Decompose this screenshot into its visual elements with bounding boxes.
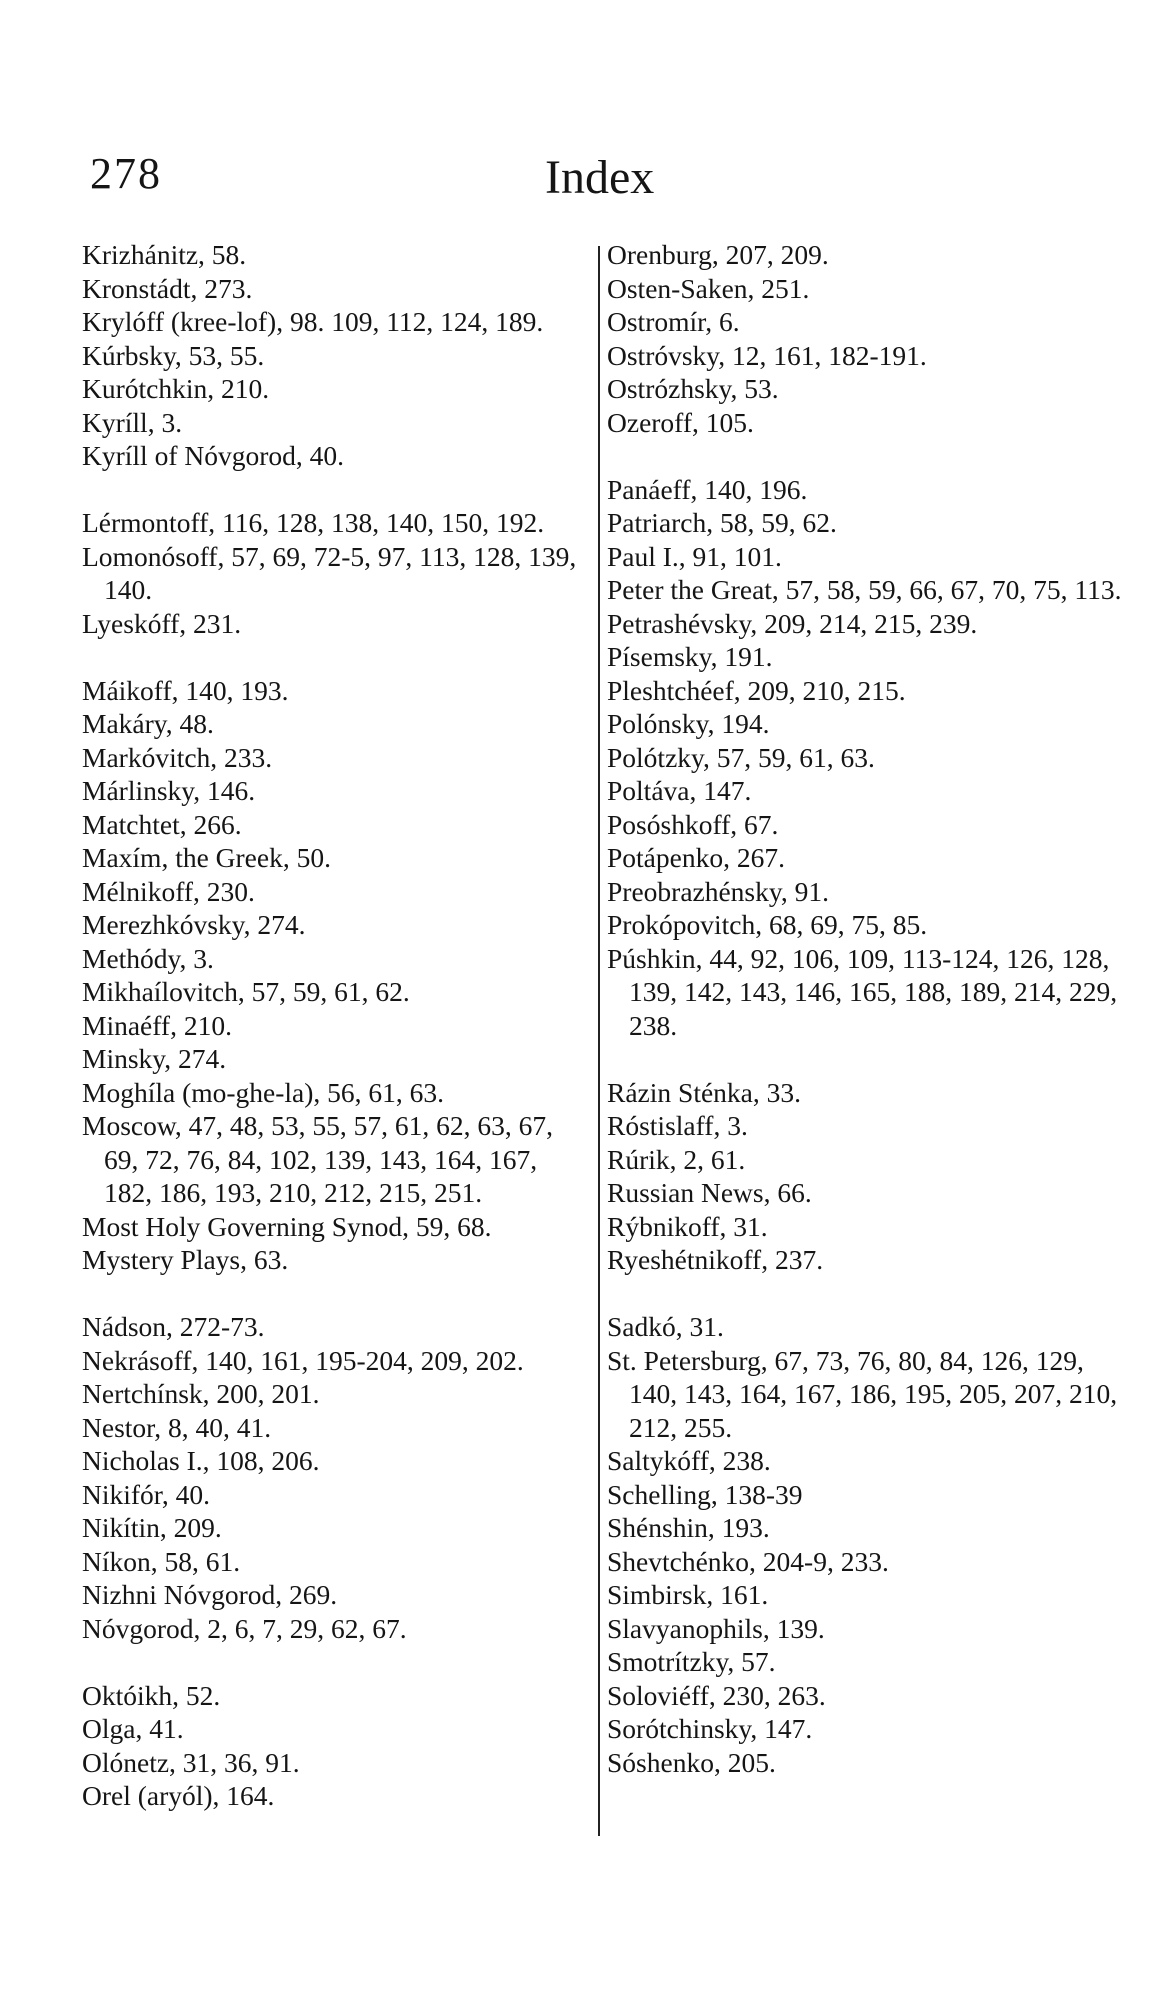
index-entry: Písemsky, 191. xyxy=(607,641,773,672)
index-entry: Sorótchinsky, 147. xyxy=(607,1713,813,1744)
index-entry: Nikifór, 40. xyxy=(82,1478,210,1510)
group-spacer xyxy=(607,439,1127,473)
index-entry: Slavyanophils, 139. xyxy=(607,1612,825,1644)
group-spacer xyxy=(82,1645,582,1679)
index-entry: Matchtet, 266. xyxy=(82,808,242,840)
index-entry: Rázin Sténka, 33. xyxy=(607,1076,801,1108)
index-entry: Ozeroff, 105. xyxy=(607,406,754,438)
index-entry: Simbirsk, 161. xyxy=(607,1579,769,1610)
index-entry: Most Holy Governing Synod, 59, 68. xyxy=(82,1210,492,1242)
index-entry: Nikítin, 209. xyxy=(82,1512,222,1543)
index-column-left xyxy=(82,238,582,1813)
index-entry: Patriarch, 58, 59, 62. xyxy=(607,507,837,538)
index-entry: Olga, 41. xyxy=(82,1713,184,1744)
index-entry: Ryeshétnikoff, 237. xyxy=(607,1244,824,1275)
index-entry: Lyeskóff, 231. xyxy=(82,607,242,639)
index-entry: Kyríll, 3. xyxy=(82,406,183,438)
group-spacer xyxy=(82,1277,582,1311)
index-entry: Prokópovitch, 68, 69, 75, 85. xyxy=(607,909,928,940)
index-entry: Nertchínsk, 200, 201. xyxy=(82,1378,320,1409)
index-entry: Krizhánitz, 58. xyxy=(82,239,247,270)
index-entry: Maxím, the Greek, 50. xyxy=(82,842,331,873)
index-entry: Olónetz, 31, 36, 91. xyxy=(82,1746,300,1778)
index-entry: Kronstádt, 273. xyxy=(82,272,253,304)
index-entry: Moscow, 47, 48, 53, 55, 57, 61, 62, 63, 67, 69, 72, 76, 84, 102, 139, 143, 164, 167, 182, 186, 193, 210, 212, 215, 251. xyxy=(82,1110,554,1208)
page-title: Index xyxy=(545,151,655,204)
index-entry: Polótzky, 57, 59, 61, 63. xyxy=(607,741,875,773)
index-entry: Márlinsky, 146. xyxy=(82,775,256,806)
index-entry: Panáeff, 140, 196. xyxy=(607,473,808,505)
index-entry: Minsky, 274. xyxy=(82,1043,227,1074)
index-column-right xyxy=(607,238,1127,1779)
index-entry: Róstislaff, 3. xyxy=(607,1110,748,1141)
index-entry: Níkon, 58, 61. xyxy=(82,1545,241,1577)
index-entry: Púshkin, 44, 92, 106, 109, 113-124, 126, 128, 139, 142, 143, 146, 165, 188, 189, 214, 229, 238. xyxy=(607,942,1118,1041)
index-entry: St. Petersburg, 67, 73, 76, 80, 84, 126, 129, 140, 143, 164, 167, 186, 195, 205, 207, 210, 212, 255. xyxy=(607,1344,1118,1443)
index-entry: Peter the Great, 57, 58, 59, 66, 67, 70, 75, 113. xyxy=(607,574,1122,605)
page-number: 278 xyxy=(90,149,162,198)
index-entry: Shevtchénko, 204-9, 233. xyxy=(607,1545,889,1577)
index-entry: Sadkó, 31. xyxy=(607,1311,724,1342)
index-entry: Potápenko, 267. xyxy=(607,842,785,873)
index-entry: Merezhkóvsky, 274. xyxy=(82,909,306,940)
index-entry: Soloviéff, 230, 263. xyxy=(607,1679,826,1711)
index-entry: Kurótchkin, 210. xyxy=(82,373,270,404)
index-entry: Máikoff, 140, 193. xyxy=(82,674,289,706)
index-entry: Markóvitch, 233. xyxy=(82,741,273,773)
index-entry: Makáry, 48. xyxy=(82,708,214,739)
index-entry: Októikh, 52. xyxy=(82,1679,221,1711)
group-spacer xyxy=(607,1277,1127,1311)
group-spacer xyxy=(82,473,582,507)
group-spacer xyxy=(82,640,582,674)
index-entry: Osten-Saken, 251. xyxy=(607,272,810,304)
index-entry: Preobrazhénsky, 91. xyxy=(607,875,829,907)
index-entry: Sóshenko, 205. xyxy=(607,1746,776,1778)
index-entry: Krylóff (kree-lof), 98. 109, 112, 124, 189. xyxy=(82,306,544,337)
index-entry: Nádson, 272-73. xyxy=(82,1311,265,1342)
index-entry: Mikhaílovitch, 57, 59, 61, 62. xyxy=(82,976,410,1007)
index-entry: Nóvgorod, 2, 6, 7, 29, 62, 67. xyxy=(82,1612,407,1644)
index-entry: Nicholas I., 108, 206. xyxy=(82,1445,320,1476)
index-entry: Saltykóff, 238. xyxy=(607,1445,771,1476)
index-entry: Russian News, 66. xyxy=(607,1177,812,1208)
index-entry: Nestor, 8, 40, 41. xyxy=(82,1411,272,1443)
index-entry: Kúrbsky, 53, 55. xyxy=(82,339,265,371)
index-entry: Petrashévsky, 209, 214, 215, 239. xyxy=(607,607,978,639)
index-entry: Rýbnikoff, 31. xyxy=(607,1210,768,1242)
index-entry: Smotrítzky, 57. xyxy=(607,1646,776,1677)
index-entry: Shénshin, 193. xyxy=(607,1512,770,1543)
index-entry: Mystery Plays, 63. xyxy=(82,1244,289,1275)
index-entry: Methódy, 3. xyxy=(82,942,214,974)
index-entry: Moghíla (mo-ghe-la), 56, 61, 63. xyxy=(82,1076,445,1108)
index-entry: Schelling, 138-39 xyxy=(607,1478,803,1510)
index-entry: Mélnikoff, 230. xyxy=(82,875,255,907)
index-entry: Rúrik, 2, 61. xyxy=(607,1143,746,1175)
index-entry: Lérmontoff, 116, 128, 138, 140, 150, 192. xyxy=(82,507,545,538)
index-entry: Paul I., 91, 101. xyxy=(607,540,782,572)
column-divider xyxy=(598,246,600,1836)
index-entry: Posóshkoff, 67. xyxy=(607,808,779,840)
index-entry: Minaéff, 210. xyxy=(82,1009,232,1041)
index-entry: Nekrásoff, 140, 161, 195-204, 209, 202. xyxy=(82,1344,524,1376)
index-entry: Orel (aryól), 164. xyxy=(82,1780,275,1811)
index-entry: Kyríll of Nóvgorod, 40. xyxy=(82,440,344,471)
index-entry: Nizhni Nóvgorod, 269. xyxy=(82,1579,338,1610)
group-spacer xyxy=(607,1042,1127,1076)
index-entry: Lomonósoff, 57, 69, 72-5, 97, 113, 128, 139, 140. xyxy=(82,540,577,605)
index-entry: Pleshtchéef, 209, 210, 215. xyxy=(607,674,906,706)
index-entry: Ostrózhsky, 53. xyxy=(607,373,779,404)
index-entry: Polónsky, 194. xyxy=(607,708,770,739)
index-entry: Poltáva, 147. xyxy=(607,775,752,806)
index-entry: Ostromír, 6. xyxy=(607,306,740,337)
index-entry: Orenburg, 207, 209. xyxy=(607,239,829,270)
index-entry: Ostróvsky, 12, 161, 182-191. xyxy=(607,339,927,371)
